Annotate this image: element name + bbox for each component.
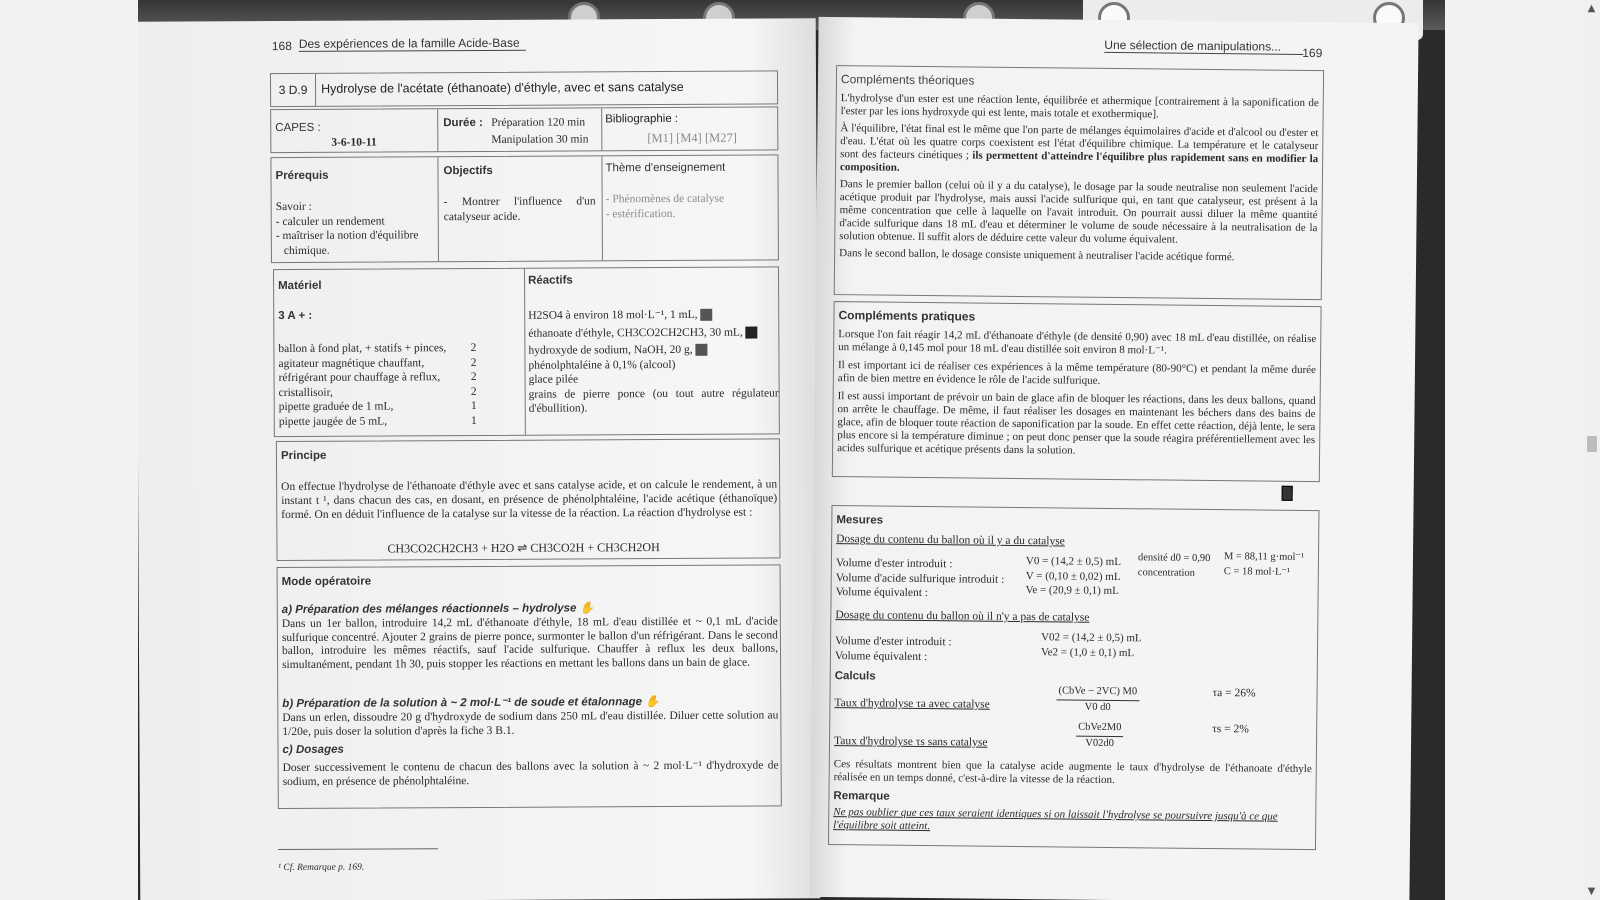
objectifs-text: - Montrer l'influence d'un catalyseur acide. (443, 195, 596, 223)
materiel-subtitle: 3 A + : (278, 309, 313, 323)
taux1-numerator: (CbVe − 2VC) M0 (1056, 684, 1139, 700)
reaction-equation: CH3CO2CH2CH3 + H2O ⇌ CH3CO2H + CH3CH2OH (387, 540, 660, 556)
corrosive-hazard-icon (695, 344, 707, 356)
capes-value: 3-6-10-11 (331, 136, 377, 149)
prerequis-box (270, 154, 779, 263)
footnote: ¹ Cf. Remarque p. 169. (278, 862, 365, 874)
mode-operatoire-box (277, 564, 782, 809)
scrollbar-thumb[interactable] (1587, 436, 1597, 452)
m1-value: V0 = (14,2 ± 0,5) mL (1025, 555, 1122, 569)
theme-line: - estérification. (605, 207, 676, 220)
prat-paragraph: Il est aussi important de prévoir un bain de glace afin de bloquer les réactions, dans les deux ballons, quand on arrête le chauffage. De même, il faut réaliser les dosages en maintenant les béchers dans des bains de glace, afin de bloquer toute réaction de saponification par la soude. En effet cette réaction, déjà lente, le sera plus encore si la température diminue ; on peut donc penser que la soude réagira préférentiellement avec les acides sulfurique et acétique présents dans la solution. (837, 390, 1316, 457)
book-photo (138, 0, 1445, 900)
m2-label: Volume équivalent : (834, 649, 928, 663)
materiel-reactifs-box (273, 266, 780, 437)
fiche-title: Hydrolyse de l'acétate (éthanoate) d'éthyle, avec et sans catalyse (321, 79, 684, 96)
objectifs-title: Objectifs (443, 164, 493, 178)
dosage2-title: Dosage du contenu du ballon où il n'y a pas de catalyse (835, 609, 1090, 624)
reactif-item: hydroxyde de sodium, NaOH, 20 g, (528, 342, 778, 358)
theme-line: - Phénomènes de catalyse (605, 192, 725, 206)
principe-title: Principe (280, 449, 327, 463)
running-title: Une sélection de manipulations... (1104, 38, 1303, 55)
vertical-scrollbar[interactable] (1583, 0, 1600, 900)
taux2-value: τs = 2% (1212, 723, 1249, 736)
reactif-item: H2SO4 à environ 18 mol·L⁻¹, 1 mL, (528, 307, 778, 323)
m1-label: Volume équivalent : (835, 586, 929, 600)
complements-pratiques-box (832, 301, 1322, 482)
scroll-down-arrow-icon[interactable]: ▼ (1587, 886, 1596, 897)
mesures-title: Mesures (836, 514, 884, 527)
materiel-item: réfrigérant pour chauffage à reflux, 2 (278, 371, 477, 385)
fiche-code: 3 D.9 (271, 74, 316, 106)
materiel-item: pipette graduée de 1 mL, 1 (278, 400, 477, 414)
m1-extra: concentration (1137, 566, 1196, 579)
prerequis-title: Prérequis (275, 169, 329, 183)
m2-value: V02 = (14,2 ± 0,5) mL (1041, 631, 1142, 645)
complements-theoriques-box (834, 65, 1324, 300)
step-c-text: Doser successivement le contenu de chacun des ballons avec la solution à ~ 2 mol·L⁻¹ d'hydroxyde de sodium, en présence de phénolphtaléine. (282, 759, 779, 788)
prat-text (837, 328, 1316, 460)
materiel-item: ballon à fond plat, + statifs + pinces, 2 (278, 342, 477, 356)
m1-value: Ve = (20,9 ± 0,1) mL (1025, 584, 1119, 598)
materiel-list (278, 341, 476, 429)
principe-text: On effectue l'hydrolyse de l'éthanoate d'éthyle avec et sans catalyse acide, et on calcule le rendement, à un instant t ¹, dans chacun des cas, en dosant, en présence de phénolphtaléine, l'acide acétique (éthanoïque) formé. On en déduit l'influence de la catalyse sur la vitesse de la réaction. La réaction d'hydrolyse est : (281, 478, 778, 522)
m2-value: Ve2 = (1,0 ± 0,1) mL (1040, 645, 1135, 659)
glove-icon: ✋ (645, 696, 660, 709)
m1-extra-a (1138, 551, 1211, 581)
theo-paragraph: Dans le premier ballon (celui où il y a du catalyse), le dosage par la soude neutralise non seulement l'acide acétique produit par l'hydrolyse, mais aussi l'acide sulfurique qui, en tant que catalyseur, est présent à la même concentration que celle à laquelle on l'avait introduit. On pourrait aussi diluer la même quantité d'acide sulfurique dans 18 mL d'eau et déterminer le volume de soude nécessaire à la neutralisation de la solution obtenue. Il suffit alors de déduire cette valeur du volume équivalent. (839, 178, 1318, 246)
theo-title: Compléments théoriques (840, 72, 975, 88)
reactif-item: grains de pierre ponce (ou tout autre régulateur d'ébullition). (528, 386, 779, 415)
reactif-item: éthanoate d'éthyle, CH3CO2CH2CH3, 30 mL, (528, 325, 778, 341)
left-page (138, 18, 820, 900)
prerequis-line: - calculer un rendement (275, 214, 385, 228)
scroll-up-arrow-icon[interactable]: ▲ (1587, 3, 1596, 14)
theo-paragraph: Dans le second ballon, le dosage consiste uniquement à neutraliser l'acide acétique formé. (839, 247, 1235, 264)
principe-box (276, 438, 781, 561)
taux1-denominator: V0 d0 (1084, 701, 1111, 713)
duree-label: Durée : (443, 116, 483, 130)
reactif-item: phénolphtaléine à 0,1% (alcool) (528, 358, 676, 372)
theo-paragraph: L'hydrolyse d'un ester est une réaction lente, équilibrée et athermique [contrairement à la saponification de l'ester par les ions hydroxyde qui est lente, mais totale et exothermique]. (840, 92, 1319, 121)
conclusion-text: Ces résultats montrent bien que la catalyse acide augmente le taux d'hydrolyse de l'éthanoate d'éthyle réalisée en un temps donné, c'est-à-dire la vitesse de la réaction. (833, 758, 1312, 787)
reactifs-list (528, 307, 779, 416)
m1-extra: M = 88,11 g·mol⁻¹ (1223, 551, 1305, 563)
step-a-text: Dans un 1er ballon, introduire 14,2 mL d'éthanoate d'éthyle, 18 mL d'eau distillée et ~ 0,1 mL d'acide sulfurique concentré. Ajouter 2 grains de pierre ponce, surmonter le ballon d'un réfrigérant. Dans le second ballon, introduire les mêmes réactifs, sauf l'acide sulfurique. Chauffer à reflux les deux ballons, simultanément, pendant 1h 30, puis stopper les réactions en mettant les ballons dans un bain de glace. (281, 615, 779, 671)
reactif-item: glace pilée (528, 373, 579, 386)
taux2-label: Taux d'hydrolyse τs sans catalyse (833, 735, 988, 749)
right-page (809, 17, 1418, 900)
m1-label: Volume d'ester introduit : (835, 557, 953, 571)
duree-prep: Préparation 120 min (491, 116, 586, 129)
m1-value: V = (0,10 ± 0,02) mL (1025, 569, 1121, 583)
prat-paragraph: Lorsque l'on fait réagir 14,2 mL d'éthanoate d'éthyle (de densité 0,90) avec 18 mL d'eau distillée, on réalise un mélange à 0,145 mol pour 18 mL d'eau distillée soit environ 8 mol·L⁻¹. (838, 328, 1317, 357)
prerequis-line: Savoir : (275, 200, 312, 214)
m1-extra: densité d0 = 0,90 (1137, 552, 1211, 565)
biblio-refs: [M1] [M4] [M27] (647, 130, 737, 146)
materiel-item: pipette jaugée de 5 mL, 1 (278, 414, 477, 428)
m1-extra: C = 18 mol·L⁻¹ (1223, 565, 1291, 578)
page-number: 169 (1302, 45, 1323, 61)
prerequis-line: - maîtriser la notion d'équilibre (275, 229, 419, 243)
m1-label: Volume d'acide sulfurique introduit : (835, 571, 1005, 586)
taux2-numerator: CbVe2M0 (1076, 721, 1123, 737)
remarque-title: Remarque (833, 790, 890, 803)
prat-title: Compléments pratiques (838, 308, 976, 324)
mode-title: Mode opératoire (281, 575, 372, 589)
page-number: 168 (271, 38, 292, 54)
m1-extra-b (1224, 550, 1304, 580)
step-c-title: c) Dosages (282, 743, 344, 757)
taux1-label: Taux d'hydrolyse τa avec catalyse (834, 697, 990, 711)
taux1-fraction (1056, 684, 1139, 715)
corrosive-hazard-icon (700, 309, 712, 321)
prat-paragraph: Il est important ici de réaliser ces expériences à la même température (80-90°C) et pendant la même durée afin de bien mettre en évidence le rôle de l'acide sulfurique. (837, 359, 1317, 387)
calculs-title: Calculs (834, 670, 876, 683)
materiel-item: agitateur magnétique chauffant, 2 (278, 356, 477, 370)
step-b-text: Dans un erlen, dissoudre 20 g d'hydroxyde de sodium dans 250 mL d'eau distillée. Diluer cette solution au 1/20e, puis doser la solution d'après la fiche 3 B.1. (282, 709, 779, 738)
step-a-title: a) Préparation des mélanges réactionnels – hydrolyse ✋ (281, 602, 594, 617)
prerequis-line: chimique. (283, 244, 330, 257)
footnote-rule (278, 848, 438, 850)
taux1-value: τa = 26% (1212, 687, 1256, 700)
remarque-text: Ne pas oublier que ces taux seraient identiques si on laissait l'hydrolyse se poursuivre jusqu'à ce que l'équilibre soit atteint. (833, 806, 1278, 833)
theo-text (839, 92, 1319, 265)
m1-labels (836, 556, 1005, 601)
materiel-title: Matériel (278, 279, 322, 293)
capes-label: CAPES : (275, 121, 321, 135)
mesures-box (828, 505, 1320, 850)
glove-icon: ✋ (579, 602, 594, 615)
title-box (270, 70, 778, 107)
flammable-hazard-icon (746, 326, 758, 338)
document-icon (1282, 486, 1293, 501)
taux2-fraction (1076, 721, 1123, 751)
info-box (270, 106, 778, 153)
running-title: Des expériences de la famille Acide-Base (299, 36, 526, 52)
duree-manip: Manipulation 30 min (491, 133, 589, 146)
taux2-denominator: V02d0 (1085, 737, 1114, 749)
m2-labels (835, 634, 952, 664)
m1-values (1026, 554, 1121, 598)
materiel-item: cristallisoir, 2 (278, 385, 477, 399)
m2-label: Volume d'ester introduit : (835, 635, 952, 649)
theme-list (606, 192, 725, 222)
reactifs-title: Réactifs (528, 274, 573, 287)
dosage1-title: Dosage du contenu du ballon où il y a du catalyse (836, 533, 1065, 548)
prerequis-list (276, 199, 436, 258)
biblio-label: Bibliographie : (605, 112, 679, 126)
step-b-title: b) Préparation de la solution à ~ 2 mol·L⁻¹ de soude et étalonnage ✋ (282, 696, 660, 711)
theme-title: Thème d'enseignement (605, 161, 726, 175)
m2-values (1041, 630, 1142, 660)
theo-paragraph: À l'équilibre, l'état final est le même que l'on parte de mélanges équimolaires d'acide et d'alcool ou d'ester et d'eau. L'état où les quatre corps coexistent est l'état d'équilibre chimique. La température et le catalyseur sont des facteurs cinétiques ; ils permettent d'atteindre l'équilibre plus rapidement sans en modifier la composition. (839, 122, 1319, 174)
